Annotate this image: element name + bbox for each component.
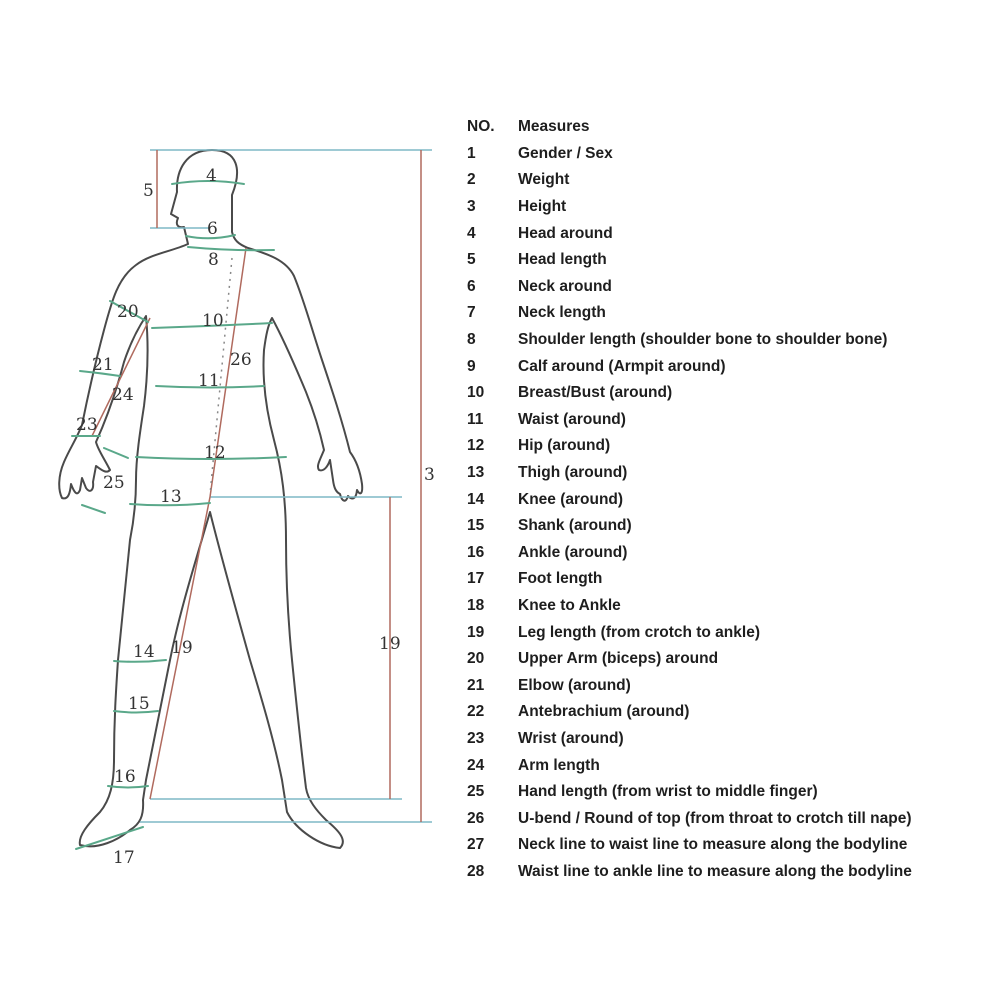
row-number: 22 [467, 703, 485, 721]
row-measure: Neck length [518, 304, 606, 322]
row-number: 20 [467, 650, 485, 668]
table-row [467, 805, 987, 832]
label-ankle: 16 [114, 767, 136, 787]
row-number: 15 [467, 517, 485, 535]
label-upper-arm: 20 [117, 302, 139, 322]
table-row [467, 593, 987, 620]
row-number: 9 [467, 357, 476, 375]
row-number: 17 [467, 570, 485, 588]
row-number: 5 [467, 251, 476, 269]
row-number: 4 [467, 224, 476, 242]
table-row [467, 672, 987, 699]
row-measure: Head around [518, 224, 613, 242]
table-row [467, 274, 987, 301]
label-foot-length: 17 [113, 848, 135, 868]
row-number: 7 [467, 304, 476, 322]
row-number: 2 [467, 171, 476, 189]
table-row [467, 353, 987, 380]
table-row [467, 433, 987, 460]
table-row [467, 699, 987, 726]
row-measure: Antebrachium (around) [518, 703, 690, 721]
table-row [467, 300, 987, 327]
row-measure: U-bend / Round of top (from throat to crotch till nape) [518, 809, 912, 827]
row-measure: Neck around [518, 277, 612, 295]
foot-length-line [76, 827, 143, 849]
row-number: 1 [467, 144, 476, 162]
row-measure: Waist (around) [518, 410, 626, 428]
row-number: 8 [467, 331, 476, 349]
table-row [467, 327, 987, 354]
row-measure: Hand length (from wrist to middle finger) [518, 783, 818, 801]
table-row [467, 247, 987, 274]
table-row [467, 726, 987, 753]
row-measure: Knee (around) [518, 490, 624, 508]
row-measure: Shoulder length (shoulder bone to shoulder bone) [518, 331, 888, 349]
row-number: 16 [467, 543, 485, 561]
row-measure: Breast/Bust (around) [518, 384, 673, 402]
row-number: 3 [467, 198, 476, 216]
row-number: 27 [467, 836, 485, 854]
label-u-bend: 26 [230, 350, 252, 370]
reference-lines [140, 150, 432, 822]
row-measure: Foot length [518, 570, 603, 588]
row-number: 11 [467, 410, 484, 428]
row-measure: Weight [518, 171, 570, 189]
table-row [467, 486, 987, 513]
label-head-length: 5 [143, 181, 154, 201]
row-measure: Ankle (around) [518, 543, 628, 561]
label-leg-length-side: 19 [171, 638, 193, 658]
circumference-lines [72, 181, 286, 849]
row-number: 26 [467, 809, 485, 827]
hand-length-line-1 [104, 448, 128, 458]
row-measure: Knee to Ankle [518, 596, 621, 614]
label-wrist: 23 [76, 415, 98, 435]
row-measure: Elbow (around) [518, 676, 631, 694]
row-measure: Neck line to waist line to measure along the bodyline [518, 836, 908, 854]
table-row [467, 220, 987, 247]
label-shoulder-length: 8 [208, 250, 219, 270]
table-row [467, 407, 987, 434]
label-thigh: 13 [160, 487, 182, 507]
row-measure: Shank (around) [518, 517, 632, 535]
row-measure: Arm length [518, 756, 600, 774]
label-elbow: 21 [92, 355, 114, 375]
label-leg-length: 19 [379, 634, 401, 654]
row-measure: Calf around (Armpit around) [518, 357, 726, 375]
row-number: 18 [467, 596, 485, 614]
table-row [467, 752, 987, 779]
row-measure: Hip (around) [518, 437, 611, 455]
table-row [467, 460, 987, 487]
row-number: 10 [467, 384, 485, 402]
row-number: 13 [467, 464, 485, 482]
label-hand-length: 25 [103, 473, 125, 493]
row-number: 14 [467, 490, 485, 508]
table-row [467, 859, 987, 886]
table-row [467, 141, 987, 168]
row-number: 21 [467, 676, 485, 694]
label-arm-length: 24 [112, 385, 134, 405]
table-row [467, 194, 987, 221]
label-shank: 15 [128, 694, 150, 714]
label-waist: 11 [198, 371, 220, 391]
table-row [467, 513, 987, 540]
table-row [467, 167, 987, 194]
row-measure: Thigh (around) [518, 464, 628, 482]
hand-length-line-2 [82, 505, 105, 513]
row-number: 19 [467, 623, 485, 641]
row-number: 28 [467, 862, 485, 880]
row-number: 6 [467, 277, 476, 295]
row-measure: Waist line to ankle line to measure along the bodyline [518, 862, 912, 880]
row-measure: Wrist (around) [518, 729, 624, 747]
row-number: 23 [467, 729, 485, 747]
row-number: 12 [467, 437, 485, 455]
row-measure: Upper Arm (biceps) around [518, 650, 719, 668]
table-rows [467, 141, 987, 886]
label-head-around: 4 [206, 166, 217, 186]
row-measure: Height [518, 198, 567, 216]
label-height: 3 [424, 465, 435, 485]
row-measure: Head length [518, 251, 607, 269]
table-row [467, 646, 987, 673]
table-header [467, 114, 987, 141]
label-hip: 12 [204, 443, 226, 463]
table-row [467, 619, 987, 646]
measures-table [467, 114, 987, 885]
row-number: 24 [467, 756, 485, 774]
table-row [467, 779, 987, 806]
header-measures: Measures [518, 118, 590, 136]
label-breast: 10 [202, 311, 224, 331]
table-row [467, 832, 987, 859]
header-no: NO. [467, 118, 495, 136]
table-row [467, 540, 987, 567]
row-measure: Leg length (from crotch to ankle) [518, 623, 760, 641]
row-number: 25 [467, 783, 485, 801]
label-knee: 14 [133, 642, 155, 662]
row-measure: Gender / Sex [518, 144, 613, 162]
label-neck-around: 6 [207, 219, 218, 239]
shoulder-line [188, 247, 274, 250]
table-row [467, 380, 987, 407]
table-row [467, 566, 987, 593]
